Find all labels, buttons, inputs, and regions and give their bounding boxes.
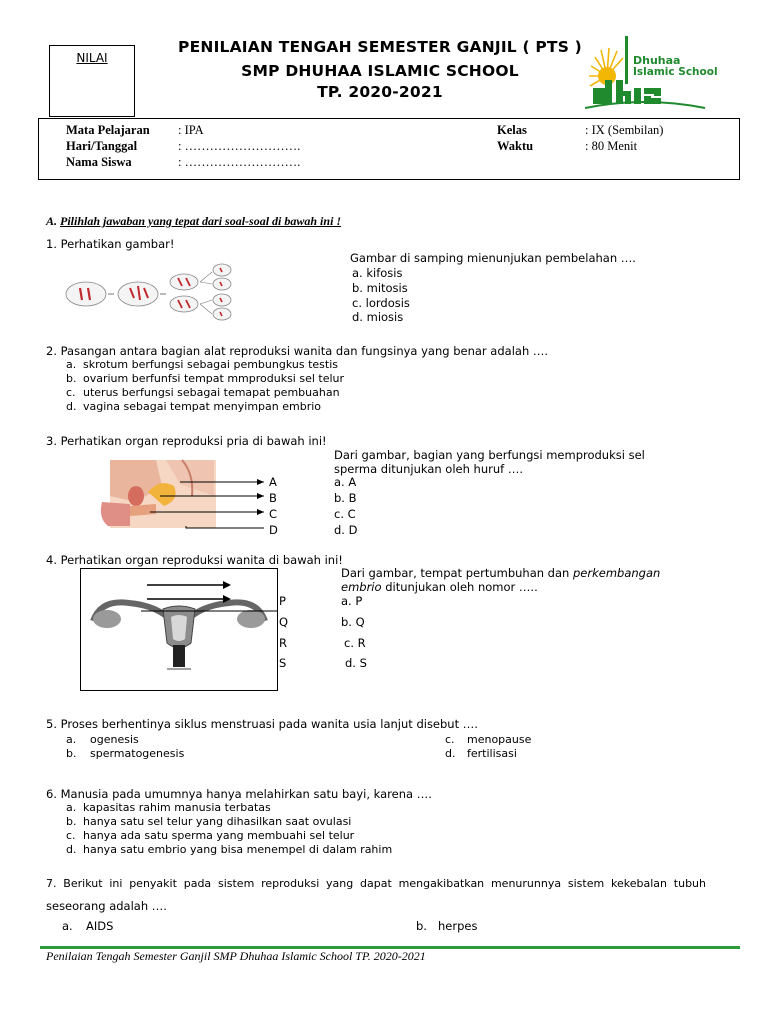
nama-label: Nama Siswa xyxy=(66,155,132,169)
exam-title: PENILAIAN TENGAH SEMESTER GANJIL ( PTS ) xyxy=(178,38,582,56)
q6-option-d[interactable]: hanya satu embrio yang bisa menempel di dalam rahim xyxy=(83,843,393,856)
q4-stem: 4. Perhatikan organ reproduksi wanita di bawah ini! xyxy=(46,553,343,567)
q3-male-reproductive-figure xyxy=(96,456,264,532)
q4-female-reproductive-figure xyxy=(80,568,278,691)
q4-label-p: P xyxy=(279,594,286,608)
q6-option-d-letter: d. xyxy=(66,843,77,856)
kelas-value: : IX (Sembilan) xyxy=(585,123,664,137)
q3-option-c[interactable]: c. C xyxy=(334,507,356,521)
q4-option-c[interactable]: c. R xyxy=(344,636,366,650)
q4-prompt2-text: ditunjukan oleh nomor ….. xyxy=(381,580,538,594)
section-a-heading xyxy=(46,214,341,229)
q6-option-b[interactable]: hanya satu sel telur yang dihasilkan saat ovulasi xyxy=(83,815,352,828)
q6-option-b-letter: b. xyxy=(66,815,77,828)
mapel-label: Mata Pelajaran xyxy=(66,123,150,137)
q3-label-b: B xyxy=(269,491,277,505)
q2-option-d[interactable]: vagina sebagai tempat menyimpan embrio xyxy=(83,400,322,413)
q7-option-b-letter: b. xyxy=(416,919,427,933)
q4-prompt-line1 xyxy=(341,566,660,580)
q1-option-c[interactable]: c. lordosis xyxy=(352,296,410,310)
q7-option-a[interactable]: AIDS xyxy=(86,919,114,933)
q6-option-a[interactable]: kapasitas rahim manusia terbatas xyxy=(83,801,271,814)
q3-prompt-line1: Dari gambar, bagian yang berfungsi memproduksi sel xyxy=(334,448,645,462)
q4-label-q: Q xyxy=(279,615,289,629)
nilai-label: NILAI xyxy=(76,51,108,65)
q2-option-a[interactable]: skrotum berfungsi sebagai pembungkus testis xyxy=(83,358,338,371)
q6-option-c-letter: c. xyxy=(66,829,76,842)
q3-label-c: C xyxy=(269,507,278,521)
q5-option-c-letter: c. xyxy=(445,733,455,746)
hari-label: Hari/Tanggal xyxy=(66,139,138,153)
q4-label-r: R xyxy=(279,636,287,650)
q3-label-d: D xyxy=(269,523,278,537)
q1-option-a[interactable]: a. kifosis xyxy=(352,266,403,280)
q7-option-b[interactable]: herpes xyxy=(438,919,478,933)
nama-value[interactable]: : ………………………. xyxy=(178,155,301,169)
kelas-label: Kelas xyxy=(497,123,527,137)
school-logo xyxy=(585,36,718,112)
q2-option-d-letter: d. xyxy=(66,400,77,413)
q4-prompt-line2 xyxy=(341,580,538,594)
q3-label-a: A xyxy=(269,475,277,489)
q2-stem: 2. Pasangan antara bagian alat reproduksi wanita dan fungsinya yang benar adalah …. xyxy=(46,344,549,358)
section-a-prefix: A. xyxy=(46,214,58,228)
q6-stem: 6. Manusia pada umumnya hanya melahirkan satu bayi, karena …. xyxy=(46,787,432,801)
q5-option-d[interactable]: fertilisasi xyxy=(467,747,517,760)
q3-option-d[interactable]: d. D xyxy=(334,523,358,537)
q3-option-a[interactable]: a. A xyxy=(334,475,357,489)
q5-option-b[interactable]: spermatogenesis xyxy=(90,747,185,760)
q5-option-a[interactable]: ogenesis xyxy=(90,733,139,746)
q6-option-c[interactable]: hanya ada satu sperma yang membuahi sel telur xyxy=(83,829,355,842)
q5-stem: 5. Proses berhentinya siklus menstruasi pada wanita usia lanjut disebut …. xyxy=(46,717,478,731)
q1-stem: 1. Perhatikan gambar! xyxy=(46,237,175,251)
q2-option-b[interactable]: ovarium berfunfsi tempat mmproduksi sel telur xyxy=(83,372,345,385)
q1-cell-division-figure xyxy=(64,262,238,324)
q5-option-a-letter: a. xyxy=(66,733,77,746)
q4-prompt2-italic: embrio xyxy=(341,580,382,594)
section-a-instruction: Pilihlah jawaban yang tepat dari soal-soal di bawah ini ! xyxy=(60,214,342,228)
q5-option-d-letter: d. xyxy=(445,747,456,760)
waktu-value: : 80 Menit xyxy=(585,139,638,153)
q4-prompt1-text: Dari gambar, tempat pertumbuhan dan xyxy=(341,566,570,580)
hari-value[interactable]: : ………………………. xyxy=(178,139,301,153)
q3-option-b[interactable]: b. B xyxy=(334,491,357,505)
q3-stem: 3. Perhatikan organ reproduksi pria di bawah ini! xyxy=(46,434,327,448)
q4-option-b[interactable]: b. Q xyxy=(341,615,365,629)
q2-option-a-letter: a. xyxy=(66,358,77,371)
q6-option-a-letter: a. xyxy=(66,801,77,814)
q7-stem-line2: seseorang adalah …. xyxy=(46,899,167,913)
q3-prompt-line2: sperma ditunjukan oleh huruf …. xyxy=(334,462,524,476)
q4-option-a[interactable]: a. P xyxy=(341,594,363,608)
q4-label-s: S xyxy=(279,656,287,670)
q7-stem-line1: 7. Berikut ini penyakit pada sistem reproduksi yang dapat mengakibatkan menurunnya sistem kekebalan tubuh xyxy=(46,877,706,890)
q5-option-c[interactable]: menopause xyxy=(467,733,532,746)
q1-option-d[interactable]: d. miosis xyxy=(352,310,404,324)
q1-prompt: Gambar di samping mienunjukan pembelahan …. xyxy=(350,251,636,265)
q5-option-b-letter: b. xyxy=(66,747,77,760)
q7-option-a-letter: a. xyxy=(62,919,73,933)
school-name: SMP DHUHAA ISLAMIC SCHOOL xyxy=(241,62,519,80)
logo-text-2: Islamic School xyxy=(633,66,718,78)
q2-option-b-letter: b. xyxy=(66,372,77,385)
mapel-value: : IPA xyxy=(178,123,204,137)
q1-option-b[interactable]: b. mitosis xyxy=(352,281,408,295)
q4-prompt1-italic: perkembangan xyxy=(572,566,661,580)
q2-option-c[interactable]: uterus berfungsi sebagai temapat pembuahan xyxy=(83,386,340,399)
academic-year: TP. 2020-2021 xyxy=(317,83,443,101)
footer-text: Penilaian Tengah Semester Ganjil SMP Dhuhaa Islamic School TP. 2020-2021 xyxy=(46,949,426,963)
q4-option-d[interactable]: d. S xyxy=(345,656,367,670)
q2-option-c-letter: c. xyxy=(66,386,76,399)
logo-text-1: Dhuhaa xyxy=(633,54,681,67)
waktu-label: Waktu xyxy=(497,139,534,153)
